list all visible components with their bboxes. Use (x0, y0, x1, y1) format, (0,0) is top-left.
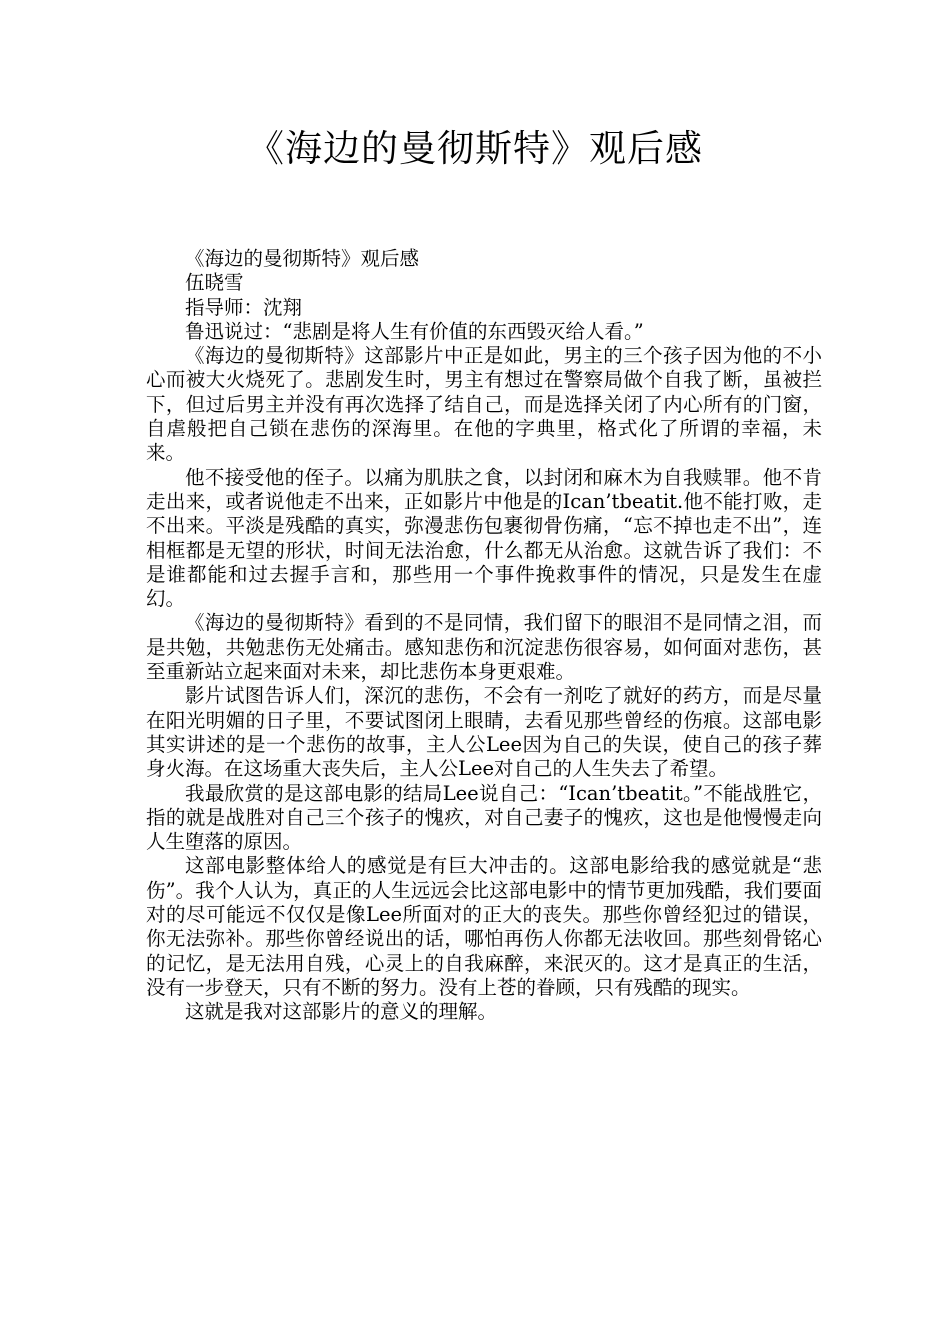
closing-paragraph: 这就是我对这部影片的意义的理解。 (185, 1000, 498, 1024)
body-paragraph: 他不接受他的侄子。以痛为肌肤之食，以封闭和麻木为自我赎罪。他不肯走出来，或者说他走不出来，正如影片中他是的Ican’tbeatit.他不能打败，走不出来。平淡是残酷的真实，弥漫悲伤包裹彻骨伤痛，“忘不掉也走不出”，连相框都是无望的形状，时间无法治愈，什么都无从治愈。这就告诉了我们：不是谁都能和过去握手言和，那些用一个事件挽救事件的情况，只是发生在虚幻。 (146, 465, 822, 611)
advisor-line: 指导师：沈翔 (185, 295, 303, 319)
body-paragraph: 《海边的曼彻斯特》这部影片中正是如此，男主的三个孩子因为他的不小心而被大火烧死了。悲剧发生时，男主有想过在警察局做个自我了断，虽被拦下，但过后男主并没有再次选择了结自己，而是选择关闭了内心所有的门窗，自虐般把自己锁在悲伤的深海里。在他的字典里，格式化了所谓的幸福，未来。 (146, 344, 822, 465)
essay-heading: 《海边的曼彻斯特》观后感 (185, 247, 420, 270)
document-body (146, 247, 822, 1025)
body-paragraph: 《海边的曼彻斯特》看到的不是同情，我们留下的眼泪不是同情之泪，而是共勉，共勉悲伤无处痛击。感知悲伤和沉淀悲伤很容易，如何面对悲伤，甚至重新站立起来面对未来，却比悲伤本身更艰难。 (146, 611, 822, 684)
document-title: 《海边的曼彻斯特》观后感 (247, 127, 703, 170)
body-paragraph: 影片试图告诉人们，深沉的悲伤，不会有一剂吃了就好的药方，而是尽量在阳光明媚的日子里，不要试图闭上眼睛，去看见那些曾经的伤痕。这部电影其实讲述的是一个悲伤的故事，主人公Lee因为自己的失误，使自己的孩子葬身火海。在这场重大丧失后，主人公Lee对自己的人生失去了希望。 (146, 684, 822, 781)
body-paragraph: 鲁迅说过：“悲剧是将人生有价值的东西毁灭给人看。” (185, 319, 644, 343)
body-paragraph: 我最欣赏的是这部电影的结局Lee说自己：“Ican’tbeatit。”不能战胜它，指的就是战胜对自己三个孩子的愧疚，对自己妻子的愧疚，这也是他慢慢走向人生堕落的原因。 (146, 781, 822, 854)
body-paragraph: 这部电影整体给人的感觉是有巨大冲击的。这部电影给我的感觉就是“悲伤”。我个人认为，真正的人生远远会比这部电影中的情节更加残酷，我们要面对的尽可能远不仅仅是像Lee所面对的正大的丧失。那些你曾经犯过的错误，你无法弥补。那些你曾经说出的话，哪怕再伤人你都无法收回。那些刻骨铭心的记忆，是无法用自残，心灵上的自我麻醉，来泯灭的。这才是真正的生活，没有一步登天，只有不断的努力。没有上苍的眷顾，只有残酷的现实。 (146, 854, 822, 999)
author-line: 伍晓雪 (185, 271, 244, 295)
